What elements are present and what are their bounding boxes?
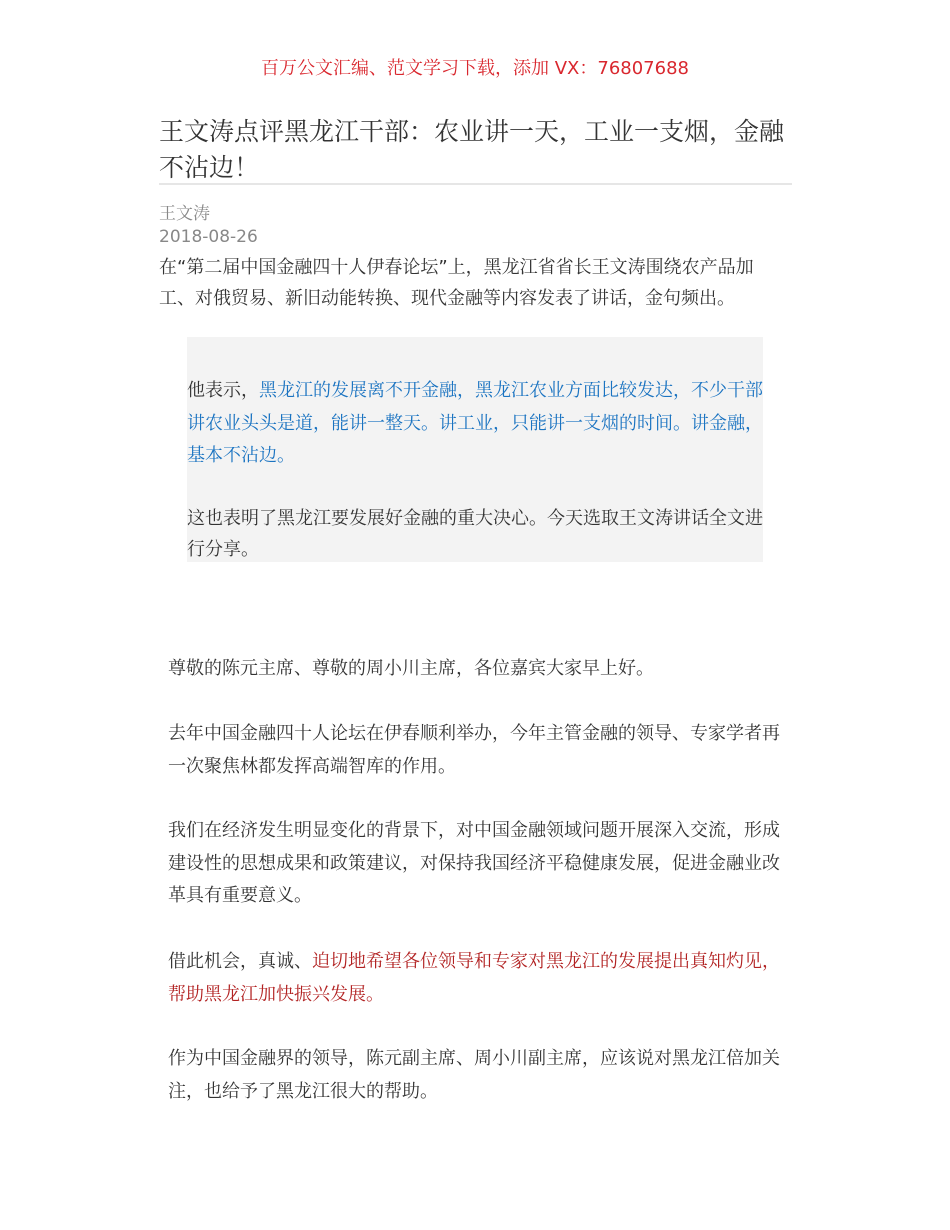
article-intro: 在“第二届中国金融四十人伊春论坛”上，黑龙江省省长王文涛围绕农产品加工、对俄贸易、新旧动能转换、现代金融等内容发表了讲话，金句频出。 xyxy=(159,257,754,309)
quote-lead-text: 他表示， xyxy=(187,380,259,401)
article-date: 2018-08-26 xyxy=(159,227,258,247)
quote-highlight-text: 黑龙江的发展离不开金融，黑龙江农业方面比较发达，不少干部讲农业头头是道，能讲一整天。讲工业，只能讲一支烟的时间。讲金融，基本不沾边。 xyxy=(187,380,763,466)
body-lead-text: 借此机会，真诚、 xyxy=(168,951,312,972)
body-paragraph-3: 我们在经济发生明显变化的背景下，对中国金融领域问题开展深入交流，形成建设性的思想成果和政策建议，对保持我国经济平稳健康发展，促进金融业改革具有重要意义。 xyxy=(168,820,780,906)
quote-paragraph-1 xyxy=(187,375,767,473)
article-author[interactable]: 王文涛 xyxy=(159,204,210,224)
promo-banner: 百万公文汇编、范文学习下载，添加 VX：76807688 xyxy=(261,58,689,79)
title-divider xyxy=(159,183,792,185)
article-title: 王文涛点评黑龙江干部：农业讲一天，工业一支烟，金融不沾边！ xyxy=(159,117,785,182)
body-paragraph-1: 尊敬的陈元主席、尊敬的周小川主席，各位嘉宾大家早上好。 xyxy=(168,658,654,679)
quote-paragraph-2: 这也表明了黑龙江要发展好金融的重大决心。今天选取王文涛讲话全文进行分享。 xyxy=(187,508,763,560)
body-paragraph-4 xyxy=(168,946,786,1011)
body-paragraph-2: 去年中国金融四十人论坛在伊春顺利举办，今年主管金融的领导、专家学者再一次聚焦林都发挥高端智库的作用。 xyxy=(168,723,780,777)
body-paragraph-5: 作为中国金融界的领导，陈元副主席、周小川副主席，应该说对黑龙江倍加关注，也给予了黑龙江很大的帮助。 xyxy=(168,1048,780,1102)
body-highlight-text: 迫切地希望各位领导和专家对黑龙江的发展提出真知灼见，帮助黑龙江加快振兴发展。 xyxy=(168,951,780,1005)
